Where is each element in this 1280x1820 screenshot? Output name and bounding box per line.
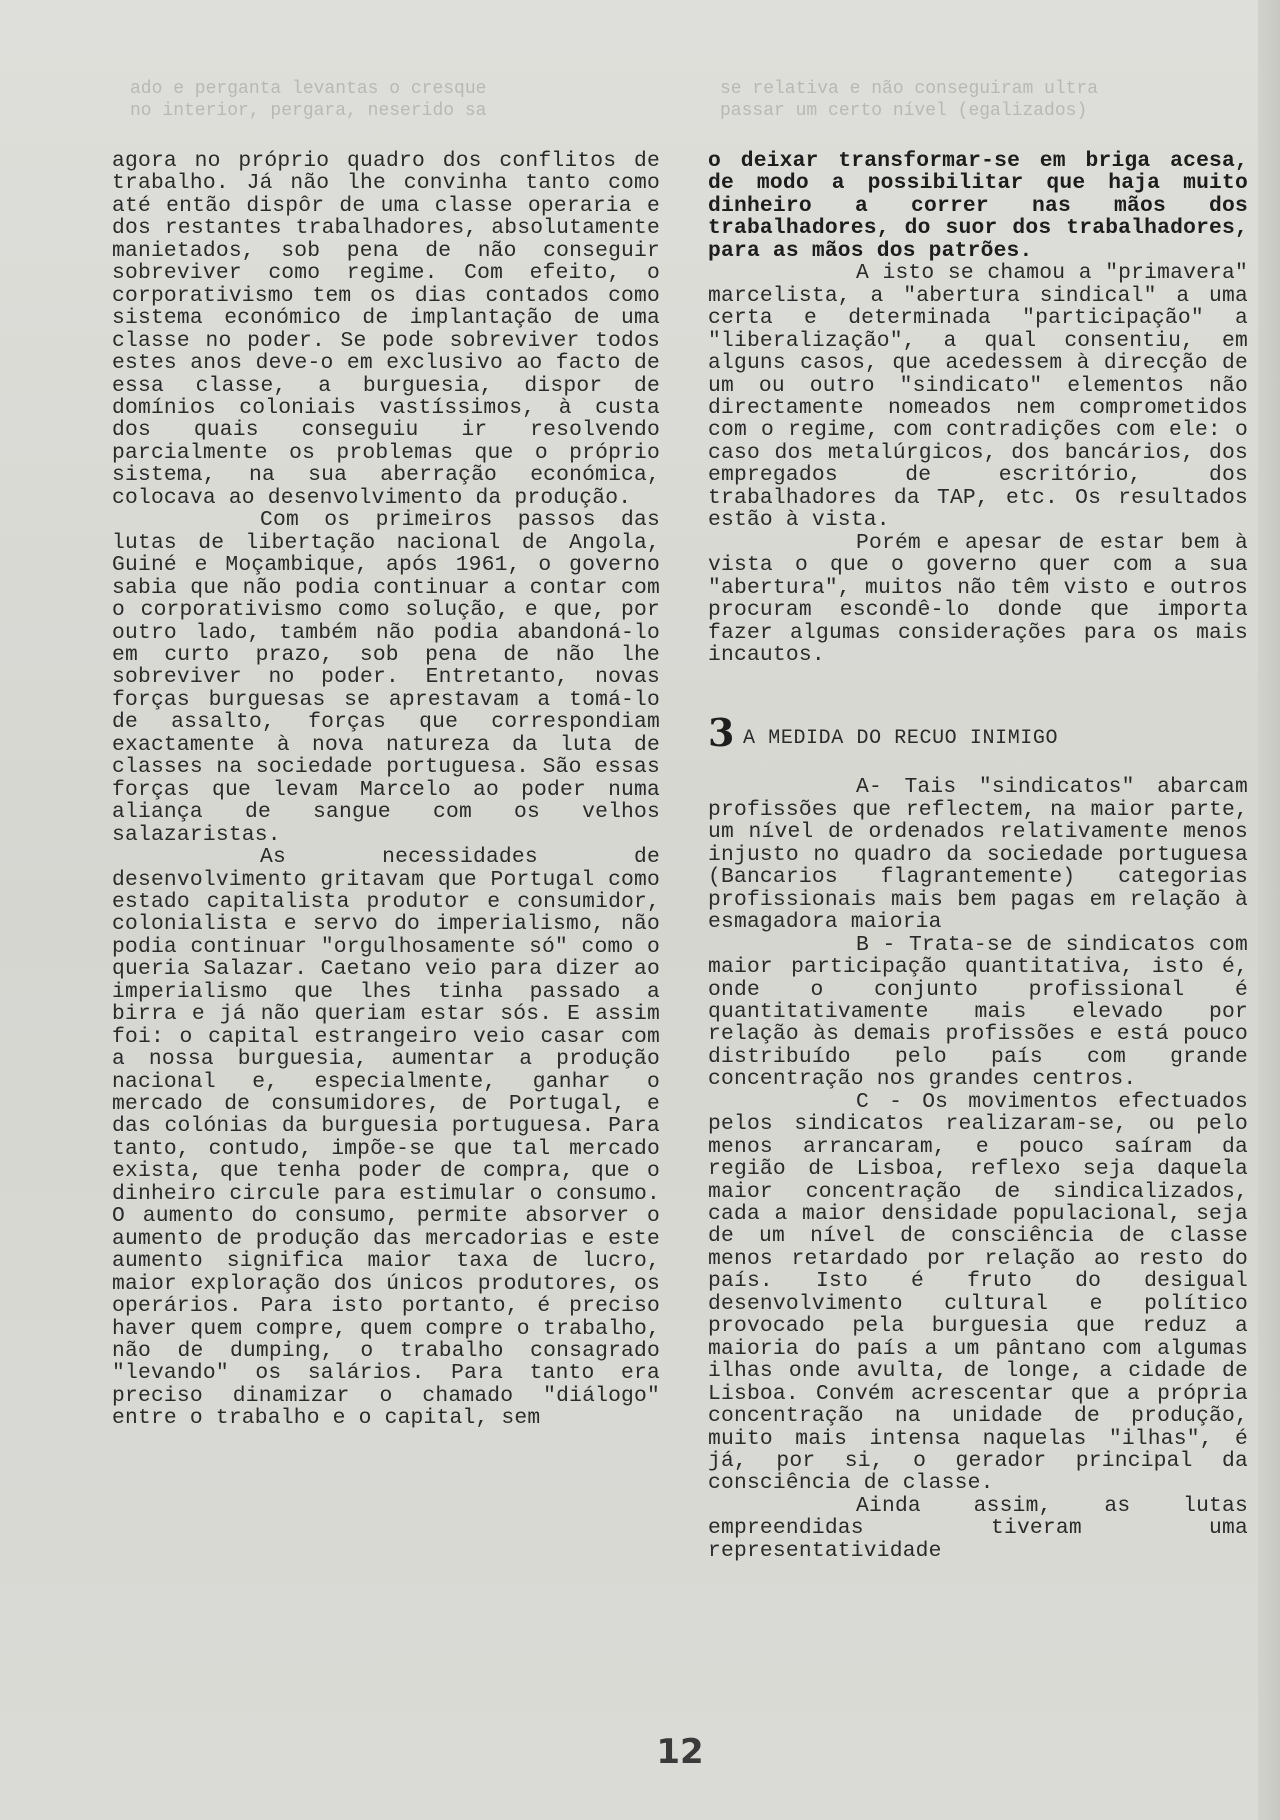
bleed-through-text-right: se relativa e não conseguiram ultra passar um certo nível (egalizados) xyxy=(720,79,1099,121)
right-text-column xyxy=(708,150,1248,1562)
bleed-through-text-left: ado e perganta levantas o cresque no interior, pergara, neserido sa xyxy=(130,79,487,121)
left-text-column xyxy=(112,150,660,1430)
paragraph: Com os primeiros passos das lutas de libertação nacional de Angola, Guiné e Moçambique, após 1961, o governo sabia que não podia continuar a contar com o corporativismo como solução, e que, por outro lado, também não podia abandoná-lo em curto prazo, sob pena de não lhe sobreviver no poder. Entretanto, novas forças burguesas se aprestavam a tomá-lo de assalto, forças que correspondiam exactamente à nova natureza da luta de classes na sociedade portuguesa. São essas forças que levam Marcelo ao poder numa aliança de sangue com os velhos salazaristas. xyxy=(112,508,660,847)
paragraph: o deixar transformar-se em briga acesa, de modo a possibilitar que haja muito dinheiro a correr nas mãos dos trabalhadores, do suor dos trabalhadores, para as mãos dos patrões. xyxy=(708,149,1248,263)
paragraph: Ainda assim, as lutas empreendidas tiveram uma representatividade xyxy=(708,1493,1248,1563)
page-edge-shadow xyxy=(1258,0,1280,1820)
paragraph: agora no próprio quadro dos conflitos de trabalho. Já não lhe convinha tanto como até então dispôr de uma classe operaria e dos restantes trabalhadores, absolutamente manietados, sob pena de não conseguir sobreviver como regime. Com efeito, o corporativismo tem os dias contados como sistema económico de implantação de uma classe no poder. Se pode sobreviver todos estes anos deve-o em exclusivo ao facto de essa classe, a burguesia, dispor de domínios coloniais vastíssimos, à custa dos quais conseguiu ir resolvendo parcialmente os problemas que o próprio sistema, na sua aberração económica, colocava ao desenvolvimento da produção. xyxy=(112,149,660,510)
paragraph: A- Tais "sindicatos" abarcam profissões que reflectem, na maior parte, um nível de ordenados relativamente menos injusto no quadro da sociedade portuguesa (Bancarios flagrantemente) categorias profissionais mais bem pagas em relação à esmagadora maioria xyxy=(708,775,1248,935)
paragraph: A isto se chamou a "primavera" marcelista, a "abertura sindical" a uma certa e determinada "participação" a "liberalização", a qual consentiu, em alguns casos, que acedessem à direcção de um ou outro "sindicato" elementos não directamente nomeados nem comprometidos com o regime, com contradições com ele: o caso dos metalúrgicos, dos bancários, dos empregados de escritório, dos trabalhadores da TAP, etc. Os resultados estão à vista. xyxy=(708,261,1248,533)
paragraph: C - Os movimentos efectuados pelos sindicatos realizaram-se, ou pelo menos arrancaram, e pouco saíram da região de Lisboa, reflexo seja daquela maior concentração de sindicalizados, cada a maior densidade populacional, seja de um nível de consciência de classe menos retardado por relação ao resto do país. Isto é fruto do desigual desenvolvimento cultural e político provocado pela burguesia que reduz a maioria do país a um pântano com algumas ilhas onde avulta, de longe, a cidade de Lisboa. Convém acrescentar que a própria concentração na unidade de produção, muito mais intensa naquelas "ilhas", é já, por si, o gerador principal da consciência de classe. xyxy=(708,1089,1248,1496)
page-number: 12 xyxy=(656,1732,704,1772)
section-number: 3 xyxy=(708,710,736,756)
paragraph: B - Trata-se de sindicatos com maior participação quantitativa, isto é, onde o conjunto profissional é quantitativamente mais elevado por relação às demais profissões e está pouco distribuído pelo país com grande concentração nos grandes centros. xyxy=(708,932,1248,1092)
section-title: A MEDIDA DO RECUO INIMIGO xyxy=(743,726,1059,750)
paragraph: Porém e apesar de estar bem à vista o que o governo quer com a sua "abertura", muitos não têm visto e outros procuram escondê-lo donde que importa fazer algumas considerações para os mais incautos. xyxy=(708,530,1248,667)
paragraph: As necessidades de desenvolvimento gritavam que Portugal como estado capitalista produtor e consumidor, colonialista e servo do imperialismo, não podia continuar "orgulhosamente só" como o queria Salazar. Caetano veio para dizer ao imperialismo que lhes tinha passado a birra e já não queriam estar sós. E assim foi: o capital estrangeiro veio casar com a nossa burguesia, aumentar a produção nacional e, especialmente, ganhar o mercado de consumidores, de Portugal, e das colónias da burguesia portuguesa. Para tanto, contudo, impõe-se que tal mercado exista, que tenha poder de compra, que o dinheiro circule para estimular o consumo. O aumento do consumo, permite absorver o aumento de produção das mercadorias e este aumento significa maior taxa de lucro, maior exploração dos únicos produtores, os operários. Para isto portanto, é preciso haver quem compre, quem compre o trabalho, não de dumping, o trabalho consagrado "levando" os salários. Para tanto era preciso dinamizar o chamado "diálogo" entre o trabalho e o capital, sem xyxy=(112,845,660,1431)
section-heading xyxy=(708,710,1248,756)
